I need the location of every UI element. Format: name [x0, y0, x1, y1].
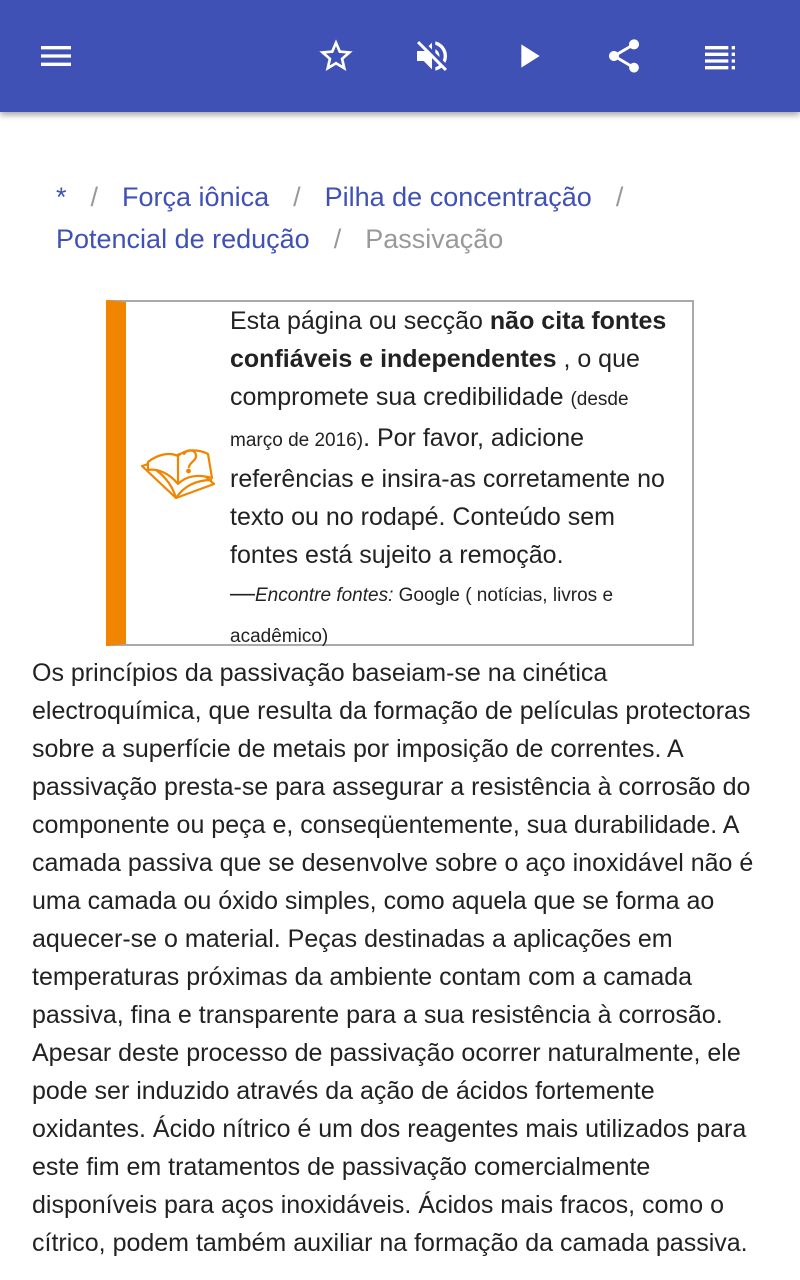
breadcrumb-separator: / [293, 182, 301, 212]
notice-text-intro: Esta página ou secção [230, 307, 490, 335]
share-icon [604, 36, 644, 76]
open-book-question-icon [138, 440, 218, 504]
menu-icon [36, 36, 76, 76]
breadcrumb-current: Passivação [365, 224, 504, 254]
play-button[interactable] [496, 24, 560, 88]
breadcrumb-item-forca-ionica[interactable]: Força iônica [122, 182, 270, 212]
share-button[interactable] [592, 24, 656, 88]
breadcrumb-separator: / [90, 182, 99, 212]
breadcrumb-separator: / [615, 182, 624, 212]
notice-dash: — [230, 579, 255, 607]
breadcrumb-item-home[interactable]: * [56, 182, 67, 212]
contents-button[interactable] [688, 24, 752, 88]
star-outline-icon [316, 36, 356, 76]
play-icon [508, 36, 548, 76]
notice-bold-text: não cita fontes confiáveis e independentes [230, 307, 667, 373]
app-bar [0, 0, 800, 112]
find-sources-links[interactable]: Google ( notícias, livros e acadêmico) [230, 585, 614, 647]
volume-off-icon [412, 36, 452, 76]
menu-button[interactable] [24, 24, 88, 88]
citation-needed-notice [106, 300, 694, 646]
playlist-icon [700, 36, 740, 76]
breadcrumb-item-pilha-de-concentracao[interactable]: Pilha de concentração [324, 182, 592, 212]
notice-text [230, 302, 686, 656]
bookmark-button[interactable] [304, 24, 368, 88]
notice-text-request: . Por favor, adicione referências e insira-as corretamente no texto ou no rodapé. Conteúdo sem fontes está sujeito a remoção. [230, 424, 665, 569]
notice-text-middle: , o que compromete sua credibilidade [230, 345, 640, 411]
breadcrumb-item-potencial-de-reducao[interactable]: Potencial de redução [56, 224, 310, 254]
breadcrumb-separator: / [333, 224, 342, 254]
notice-date: (desde março de 2016) [230, 389, 629, 451]
find-sources-label: Encontre fontes: [255, 585, 394, 606]
article-paragraph: Os princípios da passivação baseiam-se na cinética electroquímica, que resulta da formação de películas protectoras sobre a superfície de metais por imposição de correntes. A passivação presta-se para assegurar a resistência à corrosão do componente ou peça e, conseqüentemente, sua durabilidade. A camada passiva que se desenvolve sobre o aço inoxidável não é uma camada ou óxido simples, como aquela que se forma ao aquecer-se o material. Peças destinadas a aplicações em temperaturas próximas da ambiente contam com a camada passiva, fina e transparente para a sua resistência à corrosão. Apesar deste processo de passivação ocorrer naturalmente, ele pode ser induzido através da ação de ácidos fortemente oxidantes. Ácido nítrico é um dos reagentes mais utilizados para este fim em tratamentos de passivação comercialmente disponíveis para aços inoxidáveis. Ácidos mais fracos, como o cítrico, podem também auxiliar na formação da camada passiva. [32, 659, 754, 1257]
mute-button[interactable] [400, 24, 464, 88]
breadcrumb [56, 176, 756, 260]
